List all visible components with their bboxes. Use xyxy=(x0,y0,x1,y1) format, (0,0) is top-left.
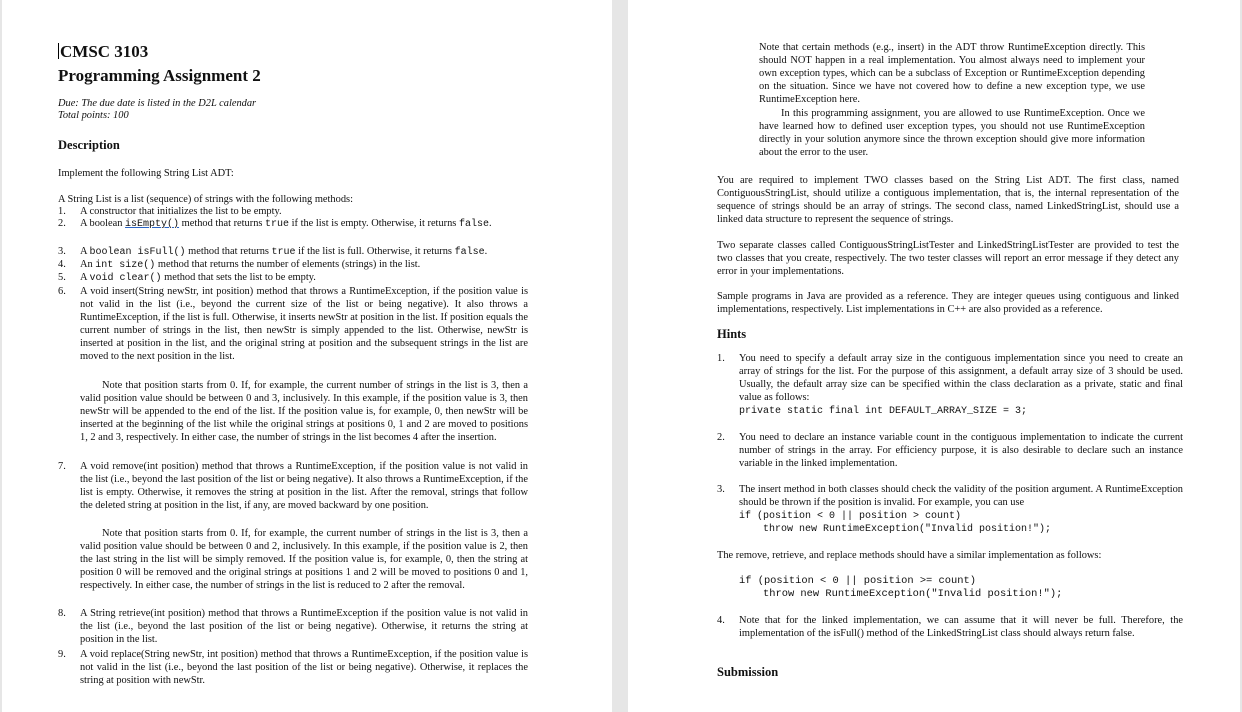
item-text: A void insert(String newStr, int position) method that throws a RuntimeException, if the position value is not valid in the list (i.e., beyond the current size of the list or being negative). It also throws a RuntimeException, if the list is full. Otherwise, it inserts newStr at position in the list. If position equals the current number of strings in the list, then newStr is simply appended to the list. Otherwise, newStr is inserted at position in the list, and the original string at position and the subsequent strings in the list are moved to the next position in the list. xyxy=(80,286,528,362)
exception-note-2: In this programming assignment, you are allowed to use RuntimeException. Once we have learned how to defined user exception types, you should not use RuntimeException directly in your solution anymore since the thrown exception should give more information about the error to the user. xyxy=(759,108,1145,158)
methods-intro: A String List is a list (sequence) of strings with the following methods: xyxy=(58,194,353,205)
item-number: 7. xyxy=(58,461,66,472)
tester-paragraph: Two separate classes called ContiguousStringListTester and LinkedStringListTester are provided to test the two classes that you create, respectively. The two tester classes will report an error message if they detect any error in your implementations. xyxy=(717,240,1179,277)
item-text: A constructor that initializes the list to be empty. xyxy=(80,206,282,217)
hint-text: You need to specify a default array size in the contiguous implementation since you need to create an array of strings for the list. For the purpose of this assignment, a default array size of 3 should be used. Usually, the default array size can be specified within the class declaration as a private, static and final value as follows: xyxy=(739,353,1183,403)
code-line: throw new RuntimeException("Invalid position!"); xyxy=(763,588,1063,600)
hint-text: You need to declare an instance variable count in the contiguous implementation to indicate the current number of strings in the array. For efficiency purpose, it is also desirable to declare such an instance variable in the linked implementation. xyxy=(739,432,1183,469)
item-text: A void replace(String newStr, int position) method that throws a RuntimeException, if the position value is not valid in the list (i.e., beyond the last position of the list or being negative). Otherwise, it replaces the string at position with newStr. xyxy=(80,649,528,686)
item-text: An int size() method that returns the number of elements (strings) in the list. xyxy=(80,259,421,271)
hint-number: 2. xyxy=(717,432,725,443)
code-line: private static final int DEFAULT_ARRAY_SIZE = 3; xyxy=(739,406,1028,417)
total-points: Total points: 100 xyxy=(58,110,129,121)
exception-note: Note that certain methods (e.g., insert) in the ADT throw RuntimeException directly. This should NOT happen in a real implementation. You almost always need to implement your own exception types, which can be a subclass of Exception or RuntimeException depending on the situation. Since we have not covered how to define a new exception type, we use RuntimeException here. xyxy=(759,42,1145,105)
document-page-2 xyxy=(628,0,1240,712)
document-page-1 xyxy=(2,0,612,712)
intro-text: Implement the following String List ADT: xyxy=(58,168,234,179)
description-heading: Description xyxy=(58,138,120,152)
hint-text: The insert method in both classes should check the validity of the position argument. A RuntimeException should be thrown if the position is invalid. For example, you can use xyxy=(739,484,1183,508)
item-note: Note that position starts from 0. If, for example, the current number of strings in the list is 3, then a valid position value should be between 0 and 2, inclusively. In this example, if the position value is 2, then the last string in the list will be simply removed. If the position value is, for example, 0, then the string at position 0 will be removed and the original strings at positions 1 and 2 will be moved to positions 0 and 1, respectively. In either case, the number of strings in the list is reduced to 2 after the removal. xyxy=(80,528,528,591)
requirement-paragraph: You are required to implement TWO classes based on the String List ADT. The first class, named ContiguousStringList, should utilize a contiguous implementation, that is, the internal representation of the sequence of strings should be an array of strings. The second class, named LinkedStringList, should use a linked data structure to represent the sequence of strings. xyxy=(717,175,1179,225)
hint-number: 1. xyxy=(717,353,725,364)
text-cursor xyxy=(58,43,59,59)
code-line: if (position < 0 || position >= count) xyxy=(739,575,976,587)
item-text: A boolean isEmpty() method that returns true if the list is empty. Otherwise, it returns false. xyxy=(80,218,492,230)
item-text: A void clear() method that sets the list to be empty. xyxy=(80,272,316,284)
item-number: 3. xyxy=(58,246,66,257)
sample-paragraph: Sample programs in Java are provided as a reference. They are integer queues using contiguous and linked implementations, respectively. List implementations in C++ are also provided as a reference. xyxy=(717,291,1179,315)
item-number: 1. xyxy=(58,206,66,217)
item-text: A String retrieve(int position) method that throws a RuntimeException if the position value is not valid in the list (i.e., beyond the last position of the list or being negative). Otherwise, it returns the string at position in the list. xyxy=(80,608,528,645)
item-text: A void remove(int position) method that throws a RuntimeException, if the position value is not valid in the list (i.e., beyond the last position of the list or being negative). It also throws a RuntimeException, if the list is empty. Otherwise, it removes the string at position in the list. After the removal, strings that follow the deleted string at position in the list, if any, are moved backward by one position. xyxy=(80,461,528,511)
submission-heading: Submission xyxy=(717,665,779,679)
item-number: 8. xyxy=(58,608,66,619)
item-note: Note that position starts from 0. If, for example, the current number of strings in the list is 3, then a valid position value should be between 0 and 3, inclusively. In this example, if the position value is 3, then newStr will be appended to the end of the list. If the position value is, for example, 0, then newStr will be inserted at the beginning of the list while the original strings at positions 0, 1 and 2 are moved to positions 1, 2 and 3, respectively. In either case, the number of strings in the list becomes 4 after the insertion. xyxy=(80,380,528,443)
item-number: 4. xyxy=(58,259,66,270)
hint-number: 3. xyxy=(717,484,725,495)
code-line: throw new RuntimeException("Invalid position!"); xyxy=(763,524,1052,535)
due-date: Due: The due date is listed in the D2L calendar xyxy=(58,98,257,109)
code-line: if (position < 0 || position > count) xyxy=(739,511,962,522)
list-item xyxy=(58,217,538,243)
item-number: 2. xyxy=(58,218,66,229)
item-number: 5. xyxy=(58,272,66,283)
item-number: 6. xyxy=(58,286,66,297)
hint-text: Note that for the linked implementation, we can assume that it will never be full. Therefore, the implementation of the isFull() method of the LinkedStringList class should always return false. xyxy=(739,615,1183,639)
item-number: 9. xyxy=(58,649,66,660)
assignment-title: Programming Assignment 2 xyxy=(58,66,261,85)
item-text: A boolean isFull() method that returns true if the list is full. Otherwise, it returns false. xyxy=(80,246,488,258)
page-gutter xyxy=(612,0,628,712)
hint-number: 4. xyxy=(717,615,725,626)
hints-heading: Hints xyxy=(717,327,747,341)
course-code: CMSC 3103 xyxy=(60,42,149,61)
hint3-followup: The remove, retrieve, and replace methods should have a similar implementation as follows: xyxy=(717,550,1102,561)
